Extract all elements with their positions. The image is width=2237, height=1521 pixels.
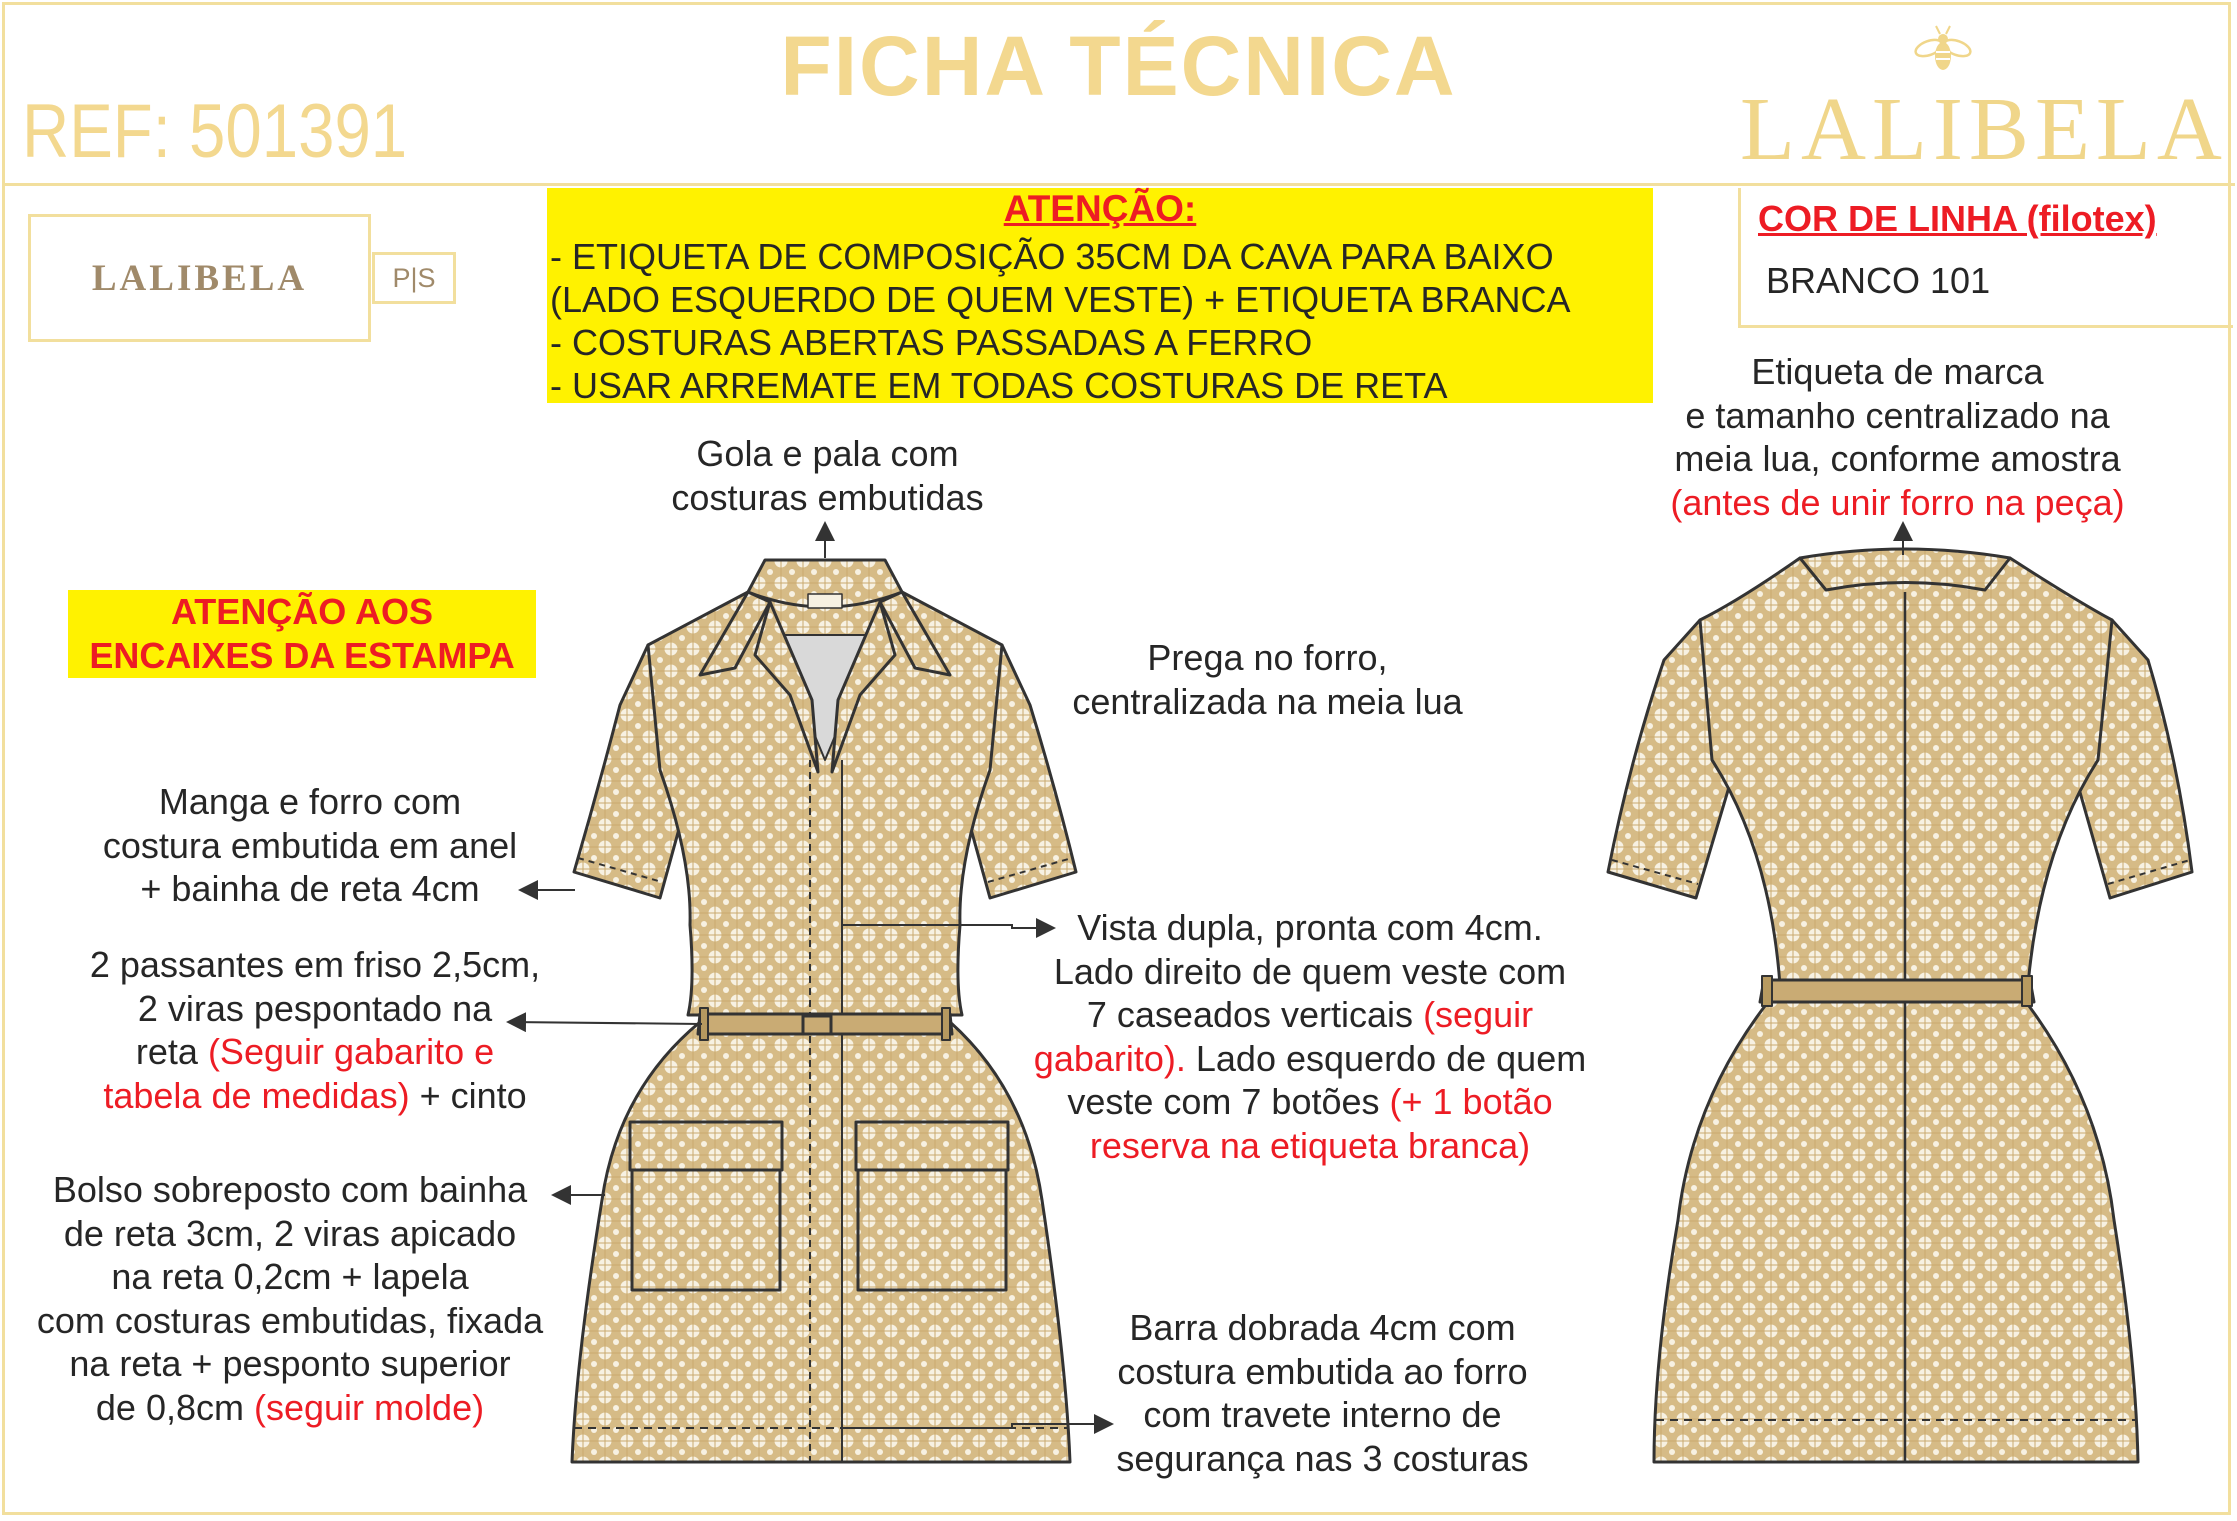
note-line: Lado direito de quem veste com bbox=[1053, 950, 1567, 992]
note-line: Prega no forro, bbox=[1147, 637, 1388, 678]
back-belt-loop-left bbox=[1762, 976, 1772, 1006]
note-text: reta bbox=[135, 1031, 208, 1072]
size-label: P|S bbox=[372, 252, 456, 304]
note-text: + cinto bbox=[409, 1074, 527, 1116]
attention-line: - USAR ARREMATE EM TODAS COSTURAS DE RETA bbox=[550, 365, 1448, 406]
note-line: costura embutida ao forro bbox=[1117, 1350, 1528, 1392]
note-line: reserva na etiqueta branca) bbox=[1089, 1124, 1531, 1166]
front-neck-label bbox=[808, 594, 842, 608]
note-vista bbox=[1000, 906, 1620, 1167]
belt-loop-right bbox=[942, 1008, 950, 1040]
note-line: com costuras embutidas, fixada bbox=[36, 1299, 544, 1341]
attention-line: - ETIQUETA DE COMPOSIÇÃO 35CM DA CAVA PARA BAIXO bbox=[550, 236, 1554, 277]
page-title: FICHA TÉCNICA bbox=[780, 19, 1457, 113]
note-text: de 0,8cm bbox=[95, 1386, 254, 1428]
note-prega bbox=[1030, 636, 1505, 723]
note-barra bbox=[1085, 1306, 1560, 1480]
note-text: veste com 7 botões bbox=[1067, 1081, 1390, 1122]
note-text: Lado esquerdo de quem bbox=[1185, 1037, 1587, 1079]
note-line: Etiqueta de marca bbox=[1751, 351, 2044, 392]
note-line: e tamanho centralizado na bbox=[1685, 394, 2110, 436]
note-bolso bbox=[10, 1168, 570, 1429]
note-text-red: (Seguir gabarito e bbox=[207, 1031, 495, 1072]
note-etiqueta bbox=[1620, 350, 2175, 524]
note-line: 2 viras pespontado na bbox=[137, 987, 493, 1029]
note-line bbox=[50, 1074, 580, 1118]
note-text-red: (seguir molde) bbox=[254, 1386, 485, 1428]
note-line bbox=[50, 1030, 580, 1074]
note-line: de reta 3cm, 2 viras apicado bbox=[63, 1212, 517, 1254]
note-line: costuras embutidas bbox=[671, 476, 984, 518]
note-line bbox=[1000, 993, 1620, 1037]
note-text-red: gabarito). bbox=[1033, 1037, 1186, 1079]
warning-line: ATENÇÃO AOS bbox=[170, 591, 433, 632]
note-passantes bbox=[50, 943, 580, 1117]
back-belt bbox=[1760, 980, 2034, 1002]
attention-title: ATENÇÃO: bbox=[1003, 188, 1197, 229]
note-line: na reta + pesponto superior bbox=[69, 1343, 511, 1384]
note-gola bbox=[600, 432, 1055, 519]
brand-label-sample: LALIBELA bbox=[28, 214, 371, 342]
note-line bbox=[1000, 1037, 1620, 1081]
note-line: meia lua, conforme amostra bbox=[1674, 438, 2121, 479]
note-line: costura embutida em anel bbox=[102, 824, 518, 866]
note-line: (antes de unir forro na peça) bbox=[1670, 481, 2125, 523]
back-collar bbox=[1800, 549, 2010, 590]
brand-logo: LALIBELA bbox=[1740, 80, 2228, 179]
reference-code: REF: 501391 bbox=[22, 89, 408, 174]
back-view-dress bbox=[1608, 549, 2192, 1462]
attention-line: - COSTURAS ABERTAS PASSADAS A FERRO bbox=[550, 322, 1313, 363]
thread-color-title: COR DE LINHA (filotex) bbox=[1758, 198, 2157, 239]
note-text-red: (+ 1 botão bbox=[1389, 1081, 1553, 1122]
note-line: Manga e forro com bbox=[158, 781, 462, 822]
front-pocket-flap-left bbox=[630, 1122, 782, 1170]
note-line: 2 passantes em friso 2,5cm, bbox=[89, 944, 541, 985]
note-line: segurança nas 3 costuras bbox=[1116, 1437, 1529, 1479]
note-line: na reta 0,2cm + lapela bbox=[111, 1256, 469, 1297]
note-line: + bainha de reta 4cm bbox=[140, 868, 480, 909]
note-text-red: (seguir bbox=[1423, 994, 1534, 1035]
note-line bbox=[10, 1386, 570, 1430]
back-skirt bbox=[1654, 1002, 2138, 1462]
attention-line: (LADO ESQUERDO DE QUEM VESTE) + ETIQUETA BRANCA bbox=[550, 279, 1571, 320]
front-pocket-flap-right bbox=[856, 1122, 1008, 1170]
note-line: Bolso sobreposto com bainha bbox=[52, 1169, 528, 1210]
note-line: Vista dupla, pronta com 4cm. bbox=[1077, 907, 1543, 948]
note-line: Gola e pala com bbox=[696, 433, 959, 474]
thread-color-value: BRANCO 101 bbox=[1766, 260, 1991, 301]
note-line bbox=[1000, 1080, 1620, 1124]
back-belt-loop-right bbox=[2022, 976, 2032, 1006]
note-text: 7 caseados verticais bbox=[1086, 994, 1424, 1035]
note-line: Barra dobrada 4cm com bbox=[1129, 1307, 1516, 1348]
warning-line: ENCAIXES DA ESTAMPA bbox=[89, 635, 515, 676]
note-text-red: tabela de medidas) bbox=[103, 1074, 410, 1116]
note-manga bbox=[60, 780, 560, 911]
note-line: centralizada na meia lua bbox=[1072, 680, 1463, 722]
note-line: com travete interno de bbox=[1143, 1394, 1502, 1435]
